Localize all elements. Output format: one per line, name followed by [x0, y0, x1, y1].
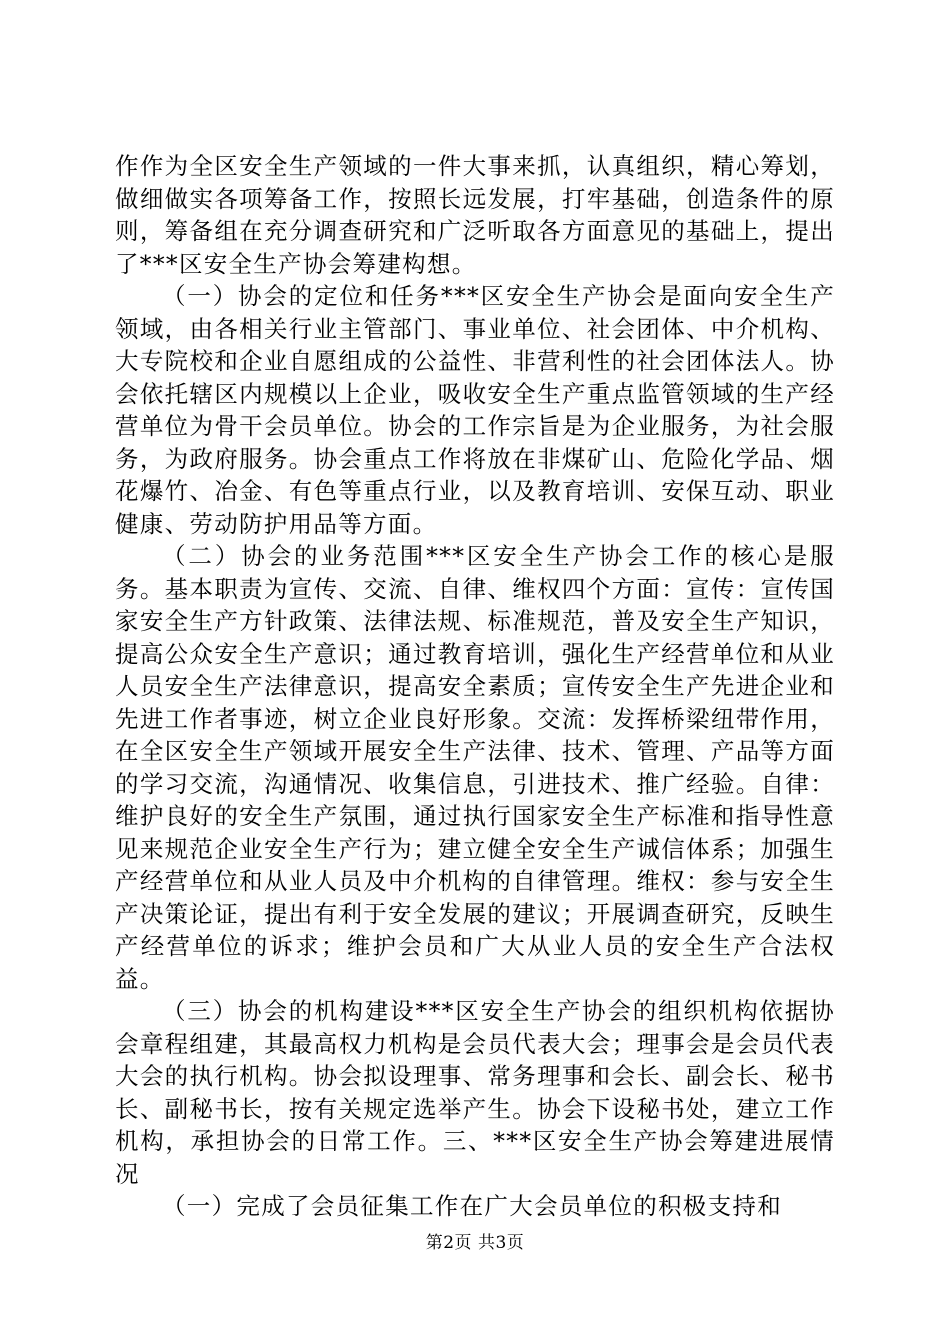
- paragraph: （一）完成了会员征集工作在广大会员单位的积极支持和: [162, 1192, 782, 1220]
- document-body: [115, 150, 835, 1223]
- paragraph: 作作为全区安全生产领域的一件大事来抓，认真组织，精心筹划，做细做实各项筹备工作，按照长远发展，打牢基础，创造条件的原则，筹备组在充分调查研究和广泛听取各方面意见的基础上，提出了***区安全生产协会筹建构想。: [115, 152, 835, 278]
- paragraph: （三）协会的机构建设***区安全生产协会的组织机构依据协会章程组建，其最高权力机构是会员代表大会；理事会是会员代表大会的执行机构。协会拟设理事、常务理事和会长、副会长、秘书长、副秘书长，按有关规定选举产生。协会下设秘书处，建立工作机构，承担协会的日常工作。三、***区安全生产协会筹建进展情况: [115, 997, 835, 1188]
- paragraph: （一）协会的定位和任务***区安全生产协会是面向安全生产领域，由各相关行业主管部门、事业单位、社会团体、中介机构、大专院校和企业自愿组成的公益性、非营利性的社会团体法人。协会依托辖区内规模以上企业，吸收安全生产重点监管领域的生产经营单位为骨干会员单位。协会的工作宗旨是为企业服务，为社会服务，为政府服务。协会重点工作将放在非煤矿山、危险化学品、烟花爆竹、冶金、有色等重点行业，以及教育培训、安保互动、职业健康、劳动防护用品等方面。: [115, 282, 835, 538]
- page-number-footer: 第2页 共3页: [425, 1233, 525, 1253]
- paragraph: （二）协会的业务范围***区安全生产协会工作的核心是服务。基本职责为宣传、交流、自律、维权四个方面：宣传：宣传国家安全生产方针政策、法律法规、标准规范，普及安全生产知识，提高公众安全生产意识；通过教育培训，强化生产经营单位和从业人员安全生产法律意识，提高安全素质；宣传安全生产先进企业和先进工作者事迹，树立企业良好形象。交流：发挥桥梁纽带作用，在全区安全生产领域开展安全生产法律、技术、管理、产品等方面的学习交流，沟通情况、收集信息，引进技术、推广经验。自律：维护良好的安全生产氛围，通过执行国家安全生产标准和指导性意见来规范企业安全生产行为；建立健全安全生产诚信体系；加强生产经营单位和从业人员及中介机构的自律管理。维权：参与安全生产决策论证，提出有利于安全发展的建议；开展调查研究，反映生产经营单位的诉求；维护会员和广大从业人员的安全生产合法权益。: [115, 542, 835, 993]
